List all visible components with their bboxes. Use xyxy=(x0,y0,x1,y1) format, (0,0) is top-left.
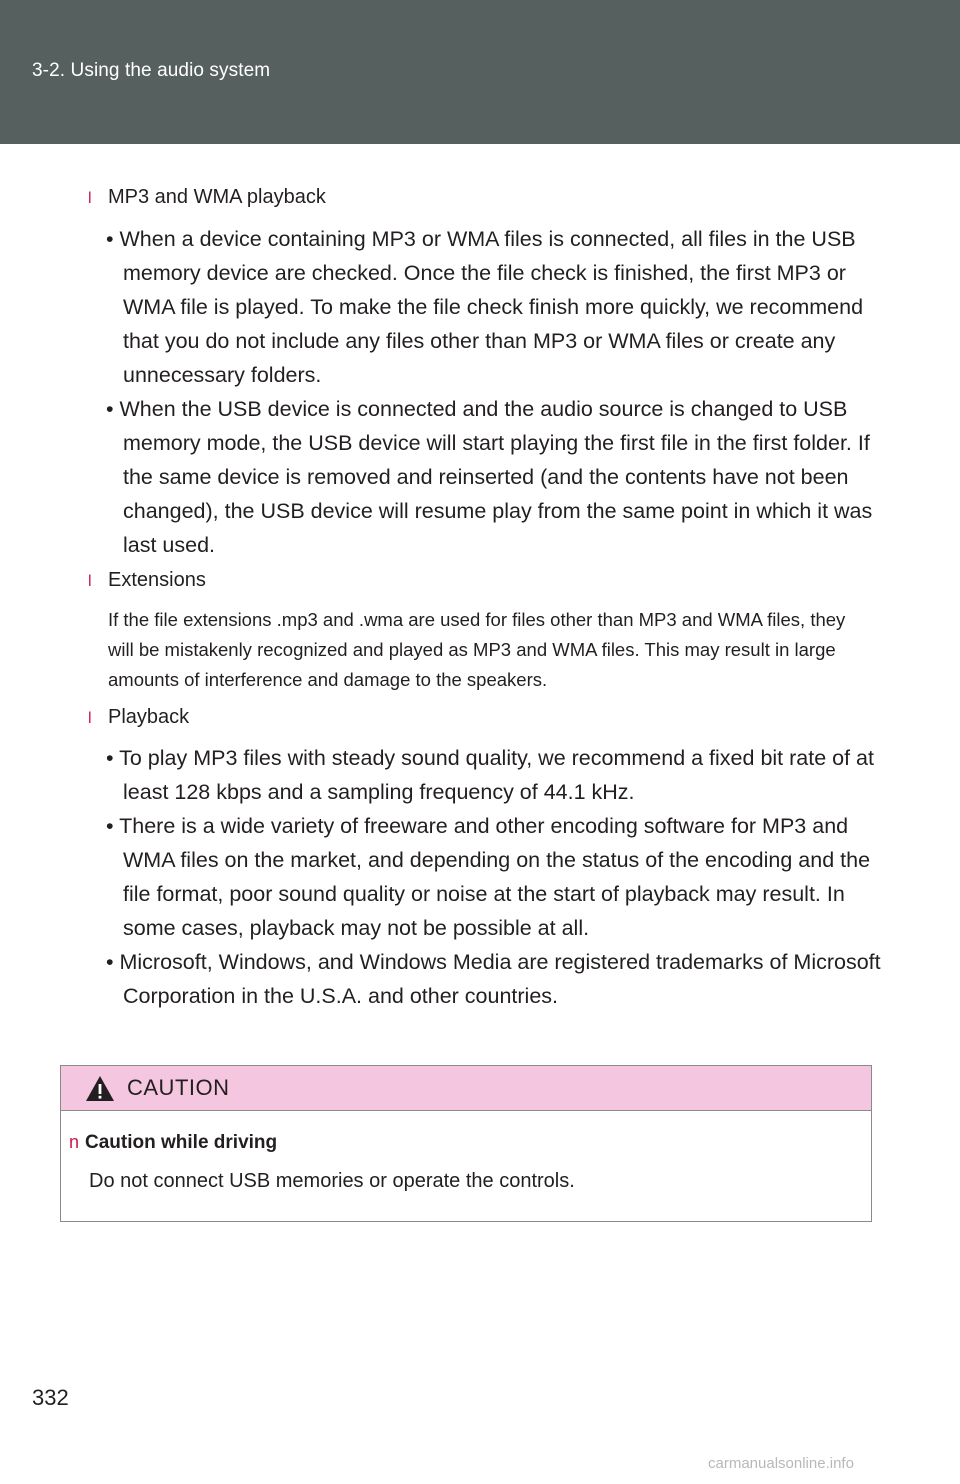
section-heading-playback xyxy=(88,706,189,729)
bullet-marker: l xyxy=(88,573,92,590)
caution-item-heading xyxy=(69,1132,277,1154)
caution-title: CAUTION xyxy=(127,1075,230,1100)
bullet-item: • When the USB device is connected and the audio source is changed to USB memory mode, the USB device will start playing the first file in the first folder. If the same device is removed and reinserted (and the contents have not been changed), the USB device will resume play from the same point in which it was last used. xyxy=(106,397,873,557)
caution-marker: n xyxy=(69,1132,80,1152)
caution-text: Do not connect USB memories or operate the controls. xyxy=(89,1170,575,1192)
section-heading-extensions xyxy=(88,569,206,592)
page-number: 332 xyxy=(32,1385,69,1410)
bullet-item: • To play MP3 files with steady sound quality, we recommend a fixed bit rate of at least 128 kbps and a sampling frequency of 44.1 kHz. xyxy=(106,746,874,804)
section-title: 3-2. Using the audio system xyxy=(32,60,271,81)
extensions-paragraph: If the file extensions .mp3 and .wma are used for files other than MP3 and WMA files, they will be mistakenly recognized and played as MP3 and WMA files. This may result in large amounts of interference and damage to the speakers. xyxy=(108,609,846,690)
page-header xyxy=(0,0,960,144)
section-heading-label: MP3 and WMA playback xyxy=(108,186,326,208)
bullet-marker: l xyxy=(88,710,92,727)
warning-triangle-icon xyxy=(85,1075,115,1102)
bullet-item: • Microsoft, Windows, and Windows Media are registered trademarks of Microsoft Corporation in the U.S.A. and other countries. xyxy=(106,950,881,1008)
caution-item-label: Caution while driving xyxy=(85,1132,278,1153)
watermark: carmanualsonline.info xyxy=(708,1455,854,1472)
section-heading-label: Extensions xyxy=(108,569,206,591)
caution-header xyxy=(61,1066,871,1111)
section-heading-mp3-wma xyxy=(88,186,326,209)
bullet-marker: l xyxy=(88,190,92,207)
section-heading-label: Playback xyxy=(108,706,190,728)
caution-box xyxy=(60,1065,872,1222)
bullet-item: • When a device containing MP3 or WMA files is connected, all files in the USB memory device are checked. Once the file check is finished, the first MP3 or WMA file is played. To make the file check finish more quickly, we recommend that you do not include any files other than MP3 or WMA files or create any unnecessary folders. xyxy=(106,227,864,387)
bullet-item: • There is a wide variety of freeware and other encoding software for MP3 and WMA files on the market, and depending on the status of the encoding and the file format, poor sound quality or noise at the start of playback may result. In some cases, playback may not be possible at all. xyxy=(106,814,871,940)
